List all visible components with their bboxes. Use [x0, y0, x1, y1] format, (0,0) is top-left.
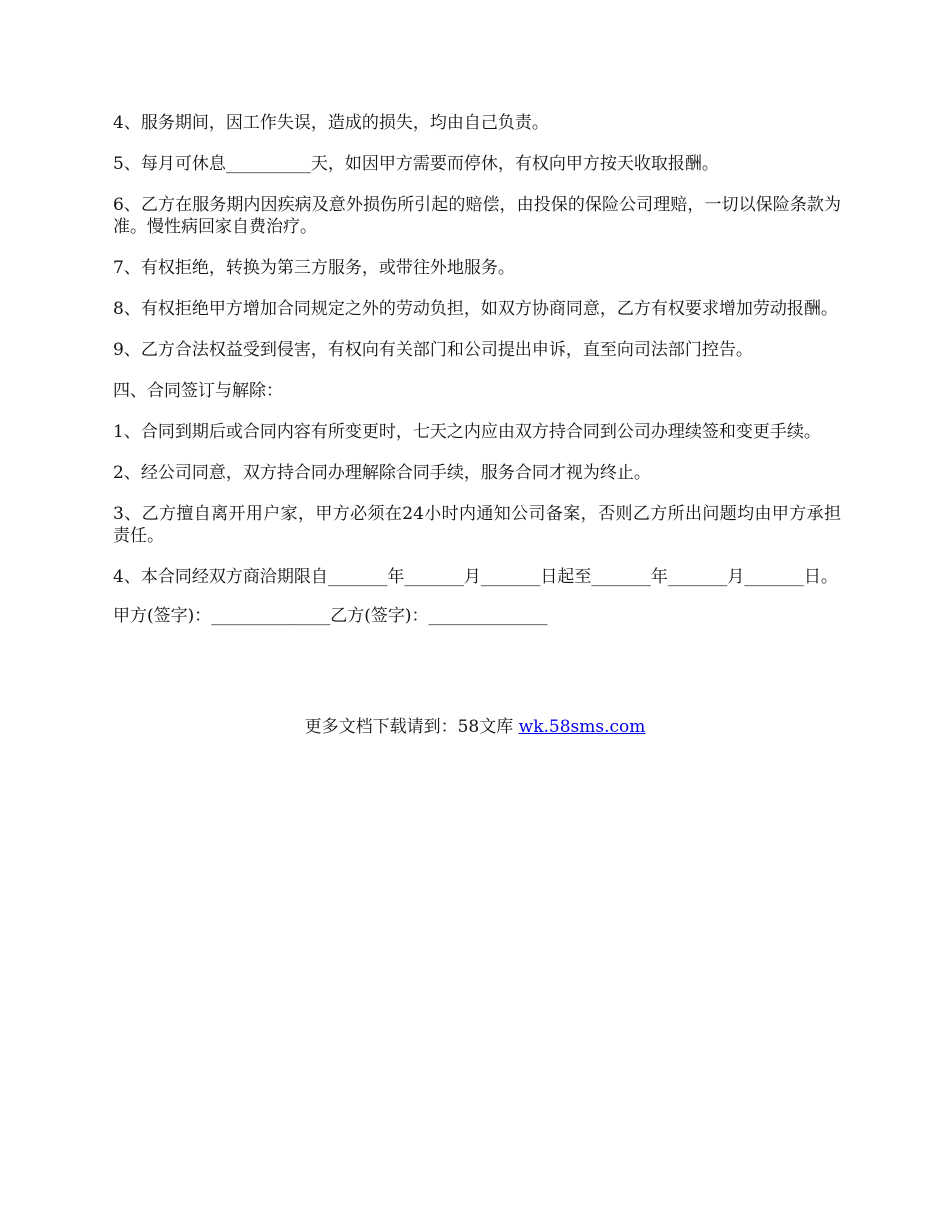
document-body: [113, 112, 841, 646]
clause-2-termination: 2、经公司同意，双方持合同办理解除合同手续，服务合同才视为终止。: [113, 463, 651, 483]
clause-4-contract-period: 4、本合同经双方商洽期限自_______年_______月_______日起至_______年_______月_______日。: [113, 567, 838, 587]
clause-6-insurance-compensation: 6、乙方在服务期内因疾病及意外损伤所引起的赔偿，由投保的保险公司理赔，一切以保险条款为准。慢性病回家自费治疗。: [113, 195, 841, 237]
download-footer: [0, 716, 950, 738]
footer-text: 更多文档下载请到：58文库: [304, 717, 519, 737]
clause-1-renewal: 1、合同到期后或合同内容有所变更时，七天之内应由双方持合同到公司办理续签和变更手续。: [113, 422, 821, 442]
clause-3-leaving-household: 3、乙方擅自离开用户家，甲方必须在24小时内通知公司备案，否则乙方所出问题均由甲方承担责任。: [113, 504, 841, 546]
clause-8-extra-labor: 8、有权拒绝甲方增加合同规定之外的劳动负担，如双方协商同意，乙方有权要求增加劳动报酬。: [113, 299, 838, 319]
section-heading-signing-termination: 四、合同签订与解除：: [113, 381, 283, 401]
clause-9-rights-infringed: 9、乙方合法权益受到侵害，有权向有关部门和公司提出申诉，直至向司法部门控告。: [113, 340, 753, 360]
footer-link[interactable]: wk.58sms.com: [518, 717, 646, 737]
clause-4-work-errors: 4、服务期间，因工作失误，造成的损失，均由自己负责。: [113, 113, 549, 133]
clause-5-monthly-rest: 5、每月可休息__________天，如因甲方需要而停休，有权向甲方按天收取报酬。: [113, 154, 719, 174]
clause-7-right-to-refuse: 7、有权拒绝，转换为第三方服务，或带往外地服务。: [113, 258, 515, 278]
signature-line: 甲方(签字)：______________乙方(签字)：______________: [113, 606, 548, 626]
